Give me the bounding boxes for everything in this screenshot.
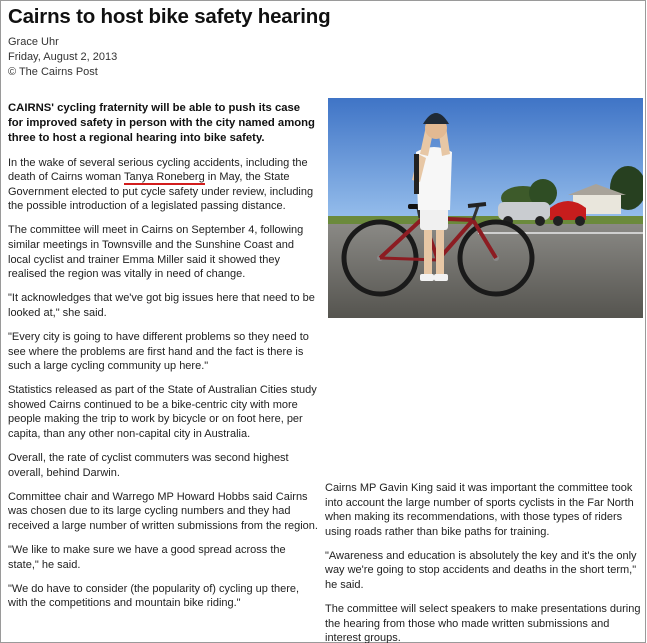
paragraph: "We like to make sure we have a good spread across the state," he said. [8,544,286,571]
paragraph [8,156,318,214]
publish-date: Friday, August 2, 2013 [8,51,118,63]
left-column [8,101,318,620]
paragraph-text: In the wake of several serious cycling accidents, including the death of Cairns woman [8,156,308,184]
paragraph: Committee chair and Warrego MP Howard Hobbs said Cairns was chosen due to its large cycling numbers and they had received a large number of written submissions from the region. [8,490,318,532]
paragraph: The committee will select speakers to make presentations during the hearing from those who made written submissions and interest groups. [325,603,641,643]
paragraph: Cairns MP Gavin King said it was important the committee took into account the large number of sports cyclists in the Far North when making its recommendations, with those types of riders using roads rather than bike paths for training. [325,482,634,538]
right-column [325,481,643,643]
article-lede: CAIRNS' cycling fraternity will be able to push its case for improved safety in person with the city named among three to host a regional hearing into bike safety. [8,102,315,144]
article-title: Cairns to host bike safety hearing [8,5,331,28]
paragraph: Statistics released as part of the State of Australian Cities study showed Cairns continued to be a bike-centric city with more people making the trip to work by bicycle or on foot here, per capita, than any other non-capital city in Australia. [8,384,317,440]
article-meta [8,35,117,80]
cyclist-photo [328,98,643,318]
author-name: Grace Uhr [8,36,59,48]
paragraph: Overall, the rate of cyclist commuters was second highest overall, behind Darwin. [8,452,289,479]
highlighted-name: Tanya Roneberg [123,171,205,184]
paragraph: The committee will meet in Cairns on September 4, following similar meetings in Townsville and the Sunshine Coast and local cyclist and trainer Emma Miller said it showed they realised the region was vitally in need of change. [8,224,304,281]
source-credit: © The Cairns Post [8,66,98,78]
paragraph: "We do have to consider (the popularity of) cycling up there, with the competitions and mountain bike riding." [8,582,300,610]
paragraph-text: in May, the State Government elected to put cycle safety under review, including the possible introduction of a legislated passing distance. [8,171,314,213]
paragraph: "It acknowledges that we've got big issues here that need to be looked at," she said. [8,292,315,319]
cyclist-photo-illustration [328,98,643,318]
paragraph: "Awareness and education is absolutely the key and it's the only way we're going to stop accidents and deaths in the short term," he said. [325,549,637,592]
paragraph: "Every city is going to have different problems so they need to see where the problems are first hand and the fact is there is such a large cycling community up here." [8,330,309,373]
